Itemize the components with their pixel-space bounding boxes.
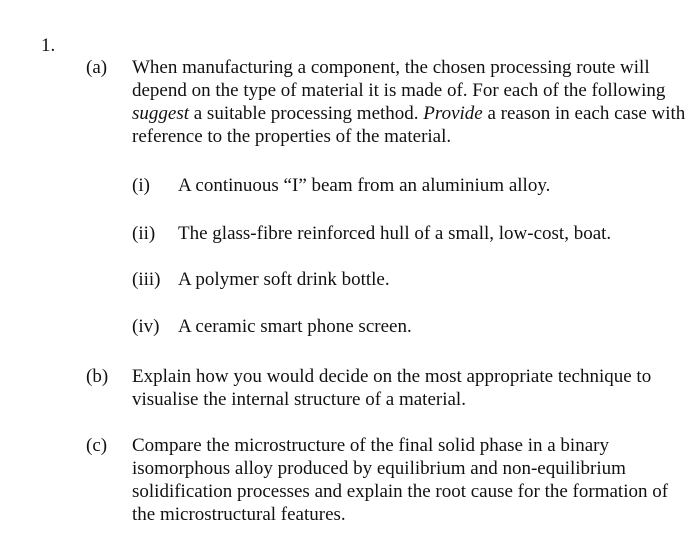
part-a-item-text: The glass-fibre reinforced hull of a small, low-cost, boat. (178, 223, 612, 244)
part-a-item-label: (i) (132, 175, 150, 196)
part-a-item-label: (iv) (132, 316, 160, 337)
part-a-item-text: A polymer soft drink bottle. (178, 269, 390, 290)
part-a-item (132, 315, 672, 338)
part-a-item (132, 268, 672, 291)
part-c (86, 434, 686, 526)
part-a-item (132, 174, 672, 197)
part-a-emphasis-provide: Provide (423, 103, 483, 124)
part-a-text-2: a suitable processing method. (189, 103, 424, 124)
part-c-label: (c) (86, 435, 108, 456)
part-a-emphasis-suggest: suggest (132, 103, 189, 124)
part-b (86, 365, 686, 411)
part-b-label: (b) (86, 366, 109, 387)
part-b-text: Explain how you would decide on the most appropriate technique to visualise the internal structure of a material. (132, 366, 652, 410)
part-a-item-label: (ii) (132, 223, 156, 244)
part-a (86, 56, 686, 148)
part-a-item-text: A ceramic smart phone screen. (178, 316, 412, 337)
part-a-label: (a) (86, 57, 108, 78)
part-a-item (132, 222, 672, 245)
part-a-text-3: a reason in each case with reference to the properties of the material. (132, 103, 686, 147)
part-c-text: Compare the microstructure of the final solid phase in a binary isomorphous alloy produced by equilibrium and non-equilibrium solidification processes and explain the root cause for the formation of the microstructural features. (132, 435, 669, 525)
part-a-text-1: When manufacturing a component, the chosen processing route will depend on the type of material it is made of. For each of the following (132, 57, 666, 101)
part-a-text (132, 56, 692, 148)
part-a-item-label: (iii) (132, 269, 161, 290)
part-a-item-text: A continuous “I” beam from an aluminium alloy. (178, 175, 551, 196)
question-number: 1. (41, 35, 56, 56)
